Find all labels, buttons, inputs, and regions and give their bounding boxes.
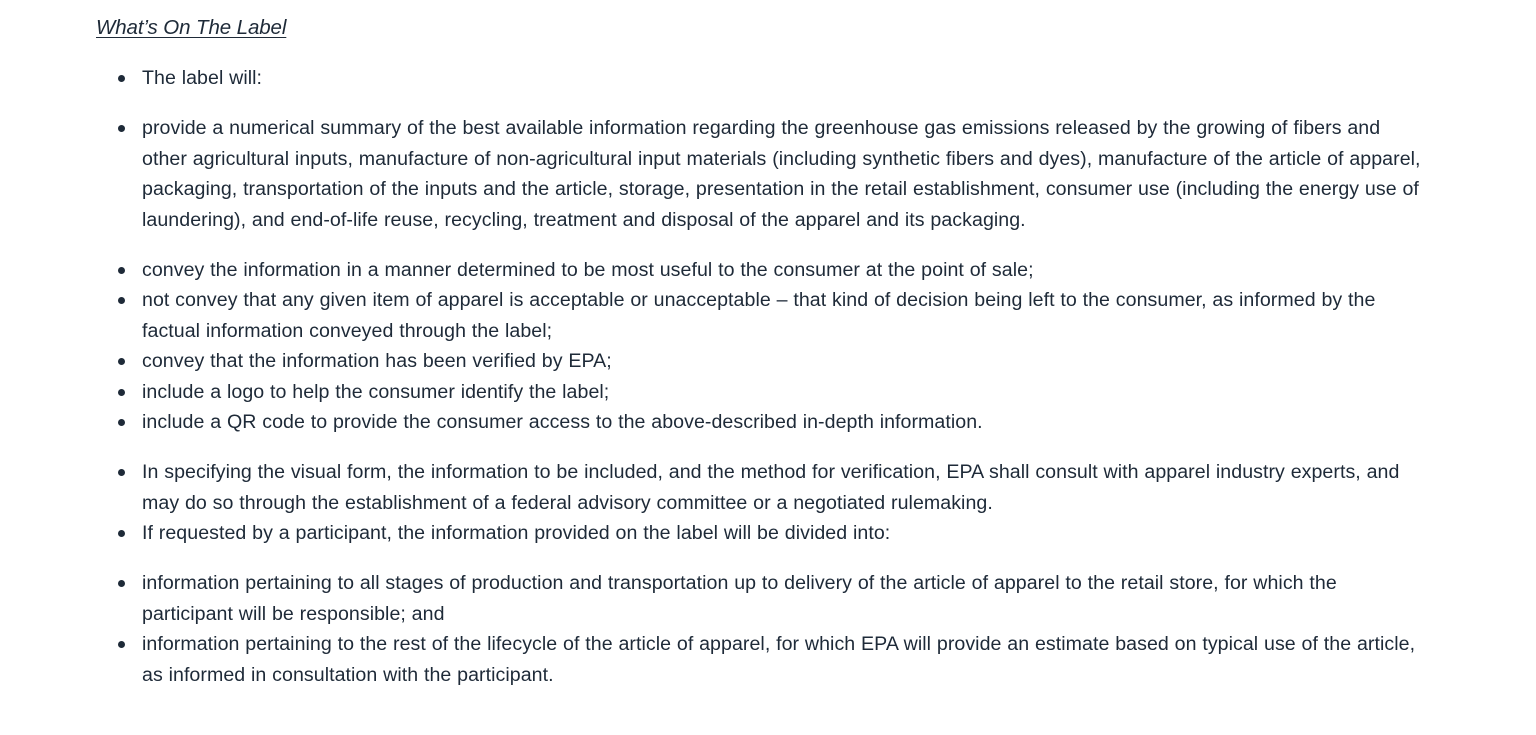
bullet-icon [118, 530, 125, 537]
list-item [96, 63, 1426, 94]
list-item [96, 407, 1426, 438]
list-item [96, 518, 1426, 549]
bullet-group-division [96, 568, 1426, 690]
list-item [96, 629, 1426, 690]
list-item [96, 255, 1426, 286]
bullet-icon [118, 419, 125, 426]
list-item-text: convey the information in a manner determined to be most useful to the consumer at the point of sale; [142, 258, 1034, 281]
list-item [96, 285, 1426, 346]
list-item-text: The label will: [142, 67, 263, 89]
bullet-icon [118, 469, 125, 476]
list-item [96, 346, 1426, 377]
list-item-text: In specifying the visual form, the information to be included, and the method for verification, EPA shall consult with apparel industry experts, and may do so through the establishment of a federal advisory committee or a negotiated rulemaking. [142, 461, 1400, 514]
list-item [96, 113, 1426, 235]
bullet-group-consultation [96, 457, 1426, 549]
list-item [96, 457, 1426, 518]
list-item-text: convey that the information has been verified by EPA; [142, 350, 612, 372]
bullet-icon [118, 358, 125, 365]
bullet-group-intro [96, 63, 1426, 94]
section-heading: What’s On The Label [96, 16, 287, 39]
bullet-group-summary [96, 113, 1426, 235]
list-item-text: provide a numerical summary of the best available information regarding the greenhouse gas emissions released by the growing of fibers and other agricultural inputs, manufacture of non-agricultural input materials (including synthetic fibers and dyes), manufacture of the article of apparel, packaging, transportation of the inputs and the article, storage, presentation in the retail establishment, consumer use (including the energy use of laundering), and end-of-life reuse, recycling, treatment and disposal of the apparel and its packaging. [142, 117, 1421, 231]
bullet-icon [118, 297, 125, 304]
list-item [96, 377, 1426, 408]
bullet-icon [118, 641, 125, 648]
list-item-text: include a QR code to provide the consumer access to the above-described in-depth information. [142, 411, 983, 433]
document-body [96, 13, 1426, 690]
bullet-icon [118, 580, 125, 587]
list-item-text: include a logo to help the consumer identify the label; [142, 380, 610, 403]
list-item-text: not convey that any given item of apparel is acceptable or unacceptable – that kind of decision being left to the consumer, as informed by the factual information conveyed through the label; [142, 289, 1376, 342]
list-item-text: information pertaining to the rest of the lifecycle of the article of apparel, for which EPA will provide an estimate based on typical use of the article, as informed in consultation with the participant. [142, 633, 1416, 686]
bullet-icon [118, 267, 125, 274]
list-item-text: If requested by a participant, the information provided on the label will be divided into: [142, 522, 891, 544]
bullet-icon [118, 389, 125, 396]
bullet-icon [118, 125, 125, 132]
bullet-icon [118, 75, 125, 82]
bullet-group-requirements [96, 255, 1426, 438]
list-item [96, 568, 1426, 629]
list-item-text: information pertaining to all stages of production and transportation up to delivery of the article of apparel to the retail store, for which the participant will be responsible; and [142, 572, 1337, 625]
